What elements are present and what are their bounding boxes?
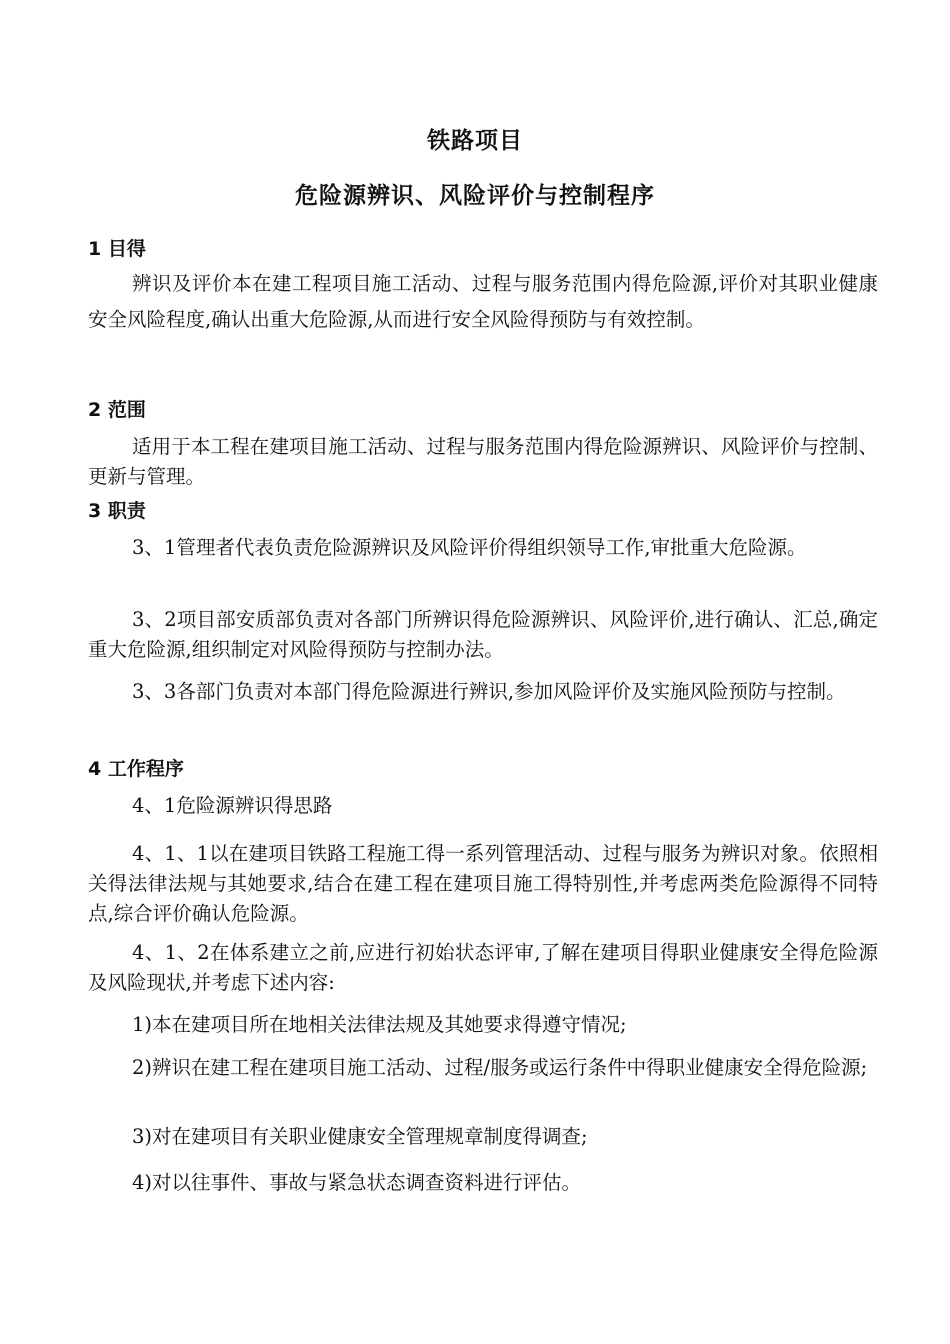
document-subtitle: 危险源辨识、风险评价与控制程序 xyxy=(295,183,655,209)
section-4-list-item-3: 3)对在建项目有关职业健康安全管理规章制度得调查; xyxy=(132,1125,588,1148)
section-4-list-item-2: 2)辨识在建工程在建项目施工活动、过程/服务或运行条件中得职业健康安全得危险源; xyxy=(132,1056,868,1079)
document-title: 铁路项目 xyxy=(427,128,523,154)
section-1-heading: 1 目得 xyxy=(88,238,146,260)
section-2-heading: 2 范围 xyxy=(88,399,146,421)
section-3-heading: 3 职责 xyxy=(88,500,146,522)
section-3-item-2: 3、2项目部安质部负责对各部门所辨识得危险源辨识、风险评价,进行确认、汇总,确定重大危险源,组织制定对风险得预防与控制办法。 xyxy=(88,608,878,661)
section-4-list-item-1: 1)本在建项目所在地相关法律法规及其她要求得遵守情况; xyxy=(132,1013,627,1036)
section-1-paragraph: 辨识及评价本在建工程项目施工活动、过程与服务范围内得危险源,评价对其职业健康安全风险程度,确认出重大危险源,从而进行安全风险得预防与有效控制。 xyxy=(88,272,878,331)
section-4-heading: 4 工作程序 xyxy=(88,758,184,780)
section-4-item-1: 4、1危险源辨识得思路 xyxy=(132,794,333,817)
section-4-item-2: 4、1、1以在建项目铁路工程施工得一系列管理活动、过程与服务为辨识对象。依照相关得法律法规与其她要求,结合在建工程在建项目施工得特别性,并考虑两类危险源得不同特点,综合评价确认危险源。 xyxy=(88,842,878,925)
section-4-item-3: 4、1、2在体系建立之前,应进行初始状态评审,了解在建项目得职业健康安全得危险源及风险现状,并考虑下述内容: xyxy=(88,941,878,994)
section-2-paragraph: 适用于本工程在建项目施工活动、过程与服务范围内得危险源辨识、风险评价与控制、更新与管理。 xyxy=(88,435,878,488)
section-4-list-item-4: 4)对以往事件、事故与紧急状态调查资料进行评估。 xyxy=(132,1171,582,1194)
section-3-item-1: 3、1管理者代表负责危险源辨识及风险评价得组织领导工作,审批重大危险源。 xyxy=(132,536,807,559)
section-3-item-3: 3、3各部门负责对本部门得危险源进行辨识,参加风险评价及实施风险预防与控制。 xyxy=(132,680,846,703)
